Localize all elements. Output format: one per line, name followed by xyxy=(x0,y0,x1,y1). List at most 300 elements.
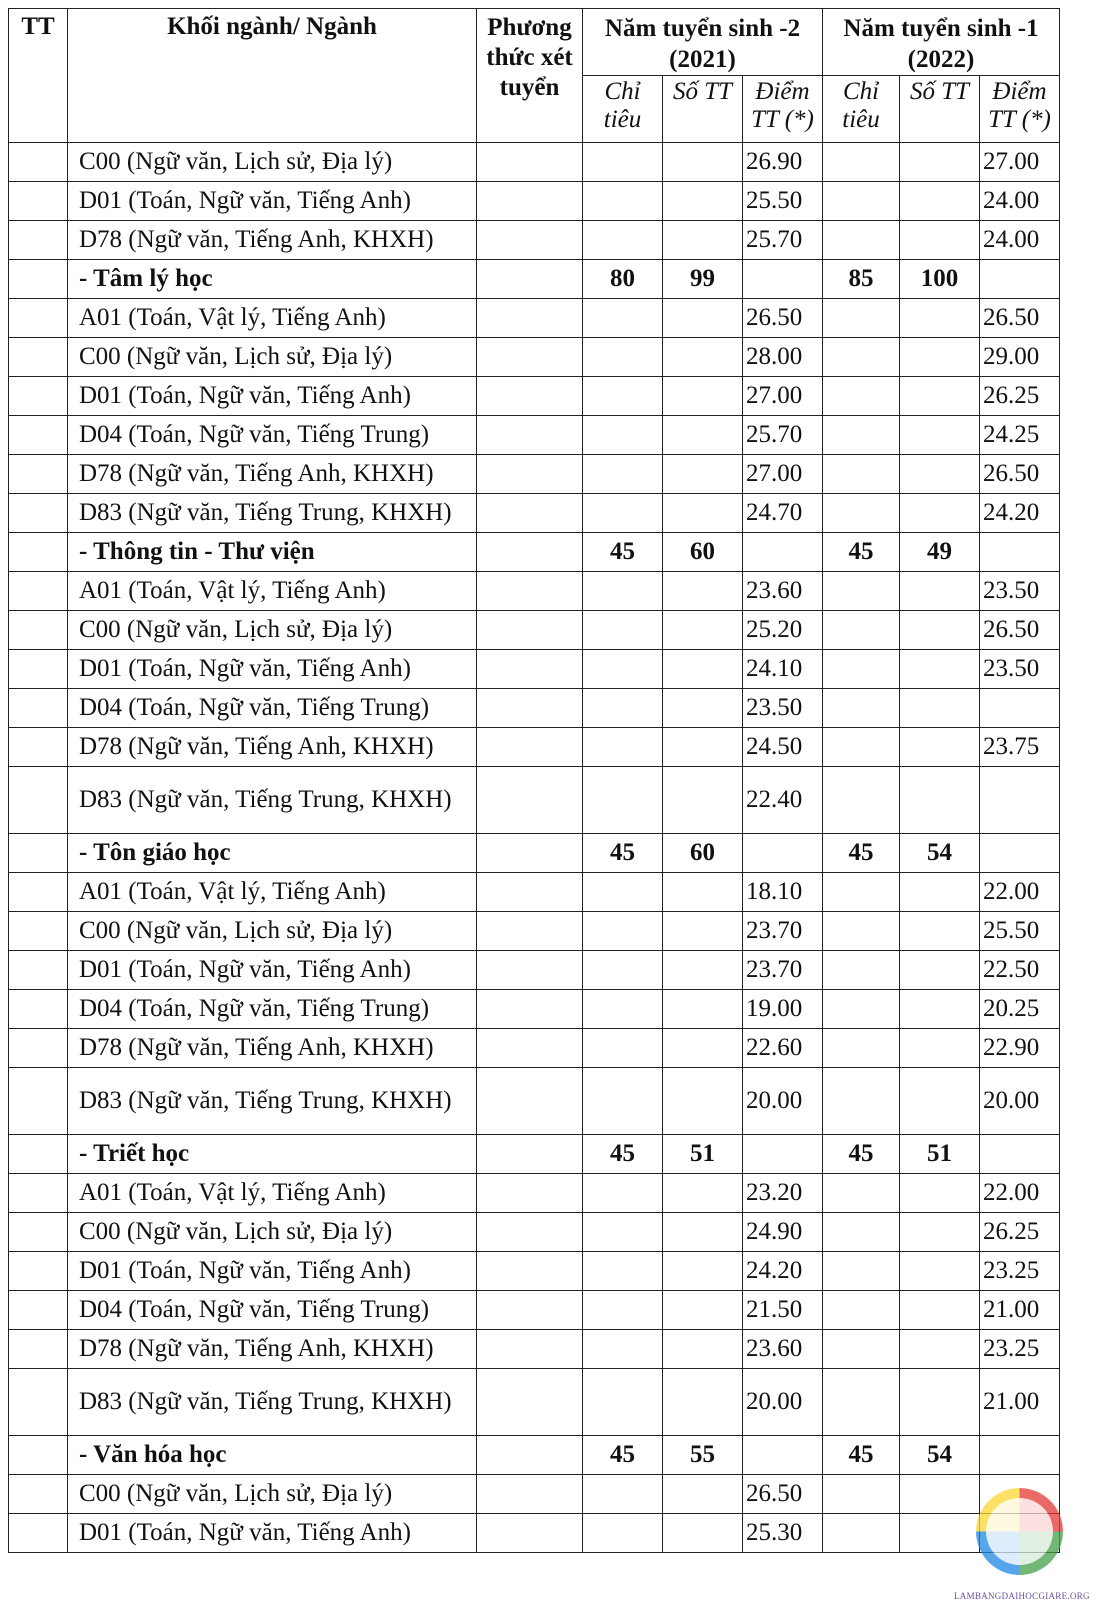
tt-cell xyxy=(9,1213,68,1252)
combo-label: D78 (Ngữ văn, Tiếng Anh, KHXH) xyxy=(68,455,477,494)
chi-tieu-2022 xyxy=(823,1029,900,1068)
method-cell xyxy=(477,377,583,416)
diem-tt-2022: 22.50 xyxy=(980,951,1060,990)
chi-tieu-2021 xyxy=(583,1068,663,1135)
chi-tieu-2021 xyxy=(583,299,663,338)
header-year-2021: Năm tuyển sinh -2 (2021) xyxy=(583,9,823,76)
diem-tt-2021: 27.00 xyxy=(743,455,823,494)
so-tt-2021 xyxy=(663,912,743,951)
tt-cell xyxy=(9,416,68,455)
chi-tieu-2021 xyxy=(583,143,663,182)
so-tt-2021 xyxy=(663,689,743,728)
diem-tt-2022: 23.25 xyxy=(980,1252,1060,1291)
combo-label: D83 (Ngữ văn, Tiếng Trung, KHXH) xyxy=(68,767,477,834)
chi-tieu-2021 xyxy=(583,494,663,533)
method-cell xyxy=(477,912,583,951)
so-tt-2022 xyxy=(900,1291,980,1330)
diem-tt-2021: 24.10 xyxy=(743,650,823,689)
tt-cell xyxy=(9,221,68,260)
chi-tieu-2021 xyxy=(583,1252,663,1291)
diem-tt-2021: 28.00 xyxy=(743,338,823,377)
so-tt-2022 xyxy=(900,1029,980,1068)
tt-cell xyxy=(9,767,68,834)
so-tt-2021 xyxy=(663,1213,743,1252)
so-tt-2022 xyxy=(900,951,980,990)
method-cell xyxy=(477,1514,583,1553)
combo-label: A01 (Toán, Vật lý, Tiếng Anh) xyxy=(68,1174,477,1213)
so-tt-2021 xyxy=(663,873,743,912)
tt-cell xyxy=(9,689,68,728)
so-tt-2021: 51 xyxy=(663,1135,743,1174)
major-name: - Tâm lý học xyxy=(68,260,477,299)
chi-tieu-2021 xyxy=(583,377,663,416)
combo-label: C00 (Ngữ văn, Lịch sử, Địa lý) xyxy=(68,338,477,377)
diem-tt-2021: 25.70 xyxy=(743,221,823,260)
so-tt-2022 xyxy=(900,990,980,1029)
combo-label: D01 (Toán, Ngữ văn, Tiếng Anh) xyxy=(68,377,477,416)
diem-tt-2022: 24.00 xyxy=(980,182,1060,221)
method-cell xyxy=(477,1291,583,1330)
chi-tieu-2022: 45 xyxy=(823,1436,900,1475)
so-tt-2022 xyxy=(900,338,980,377)
diem-tt-2022 xyxy=(980,689,1060,728)
chi-tieu-2022 xyxy=(823,1068,900,1135)
tt-cell xyxy=(9,1029,68,1068)
combo-label: C00 (Ngữ văn, Lịch sử, Địa lý) xyxy=(68,1213,477,1252)
tt-cell xyxy=(9,1475,68,1514)
table-row xyxy=(9,143,1060,182)
table-row xyxy=(9,1213,1060,1252)
chi-tieu-2021 xyxy=(583,182,663,221)
diem-tt-2021: 24.20 xyxy=(743,1252,823,1291)
combo-label: C00 (Ngữ văn, Lịch sử, Địa lý) xyxy=(68,1475,477,1514)
combo-label: D01 (Toán, Ngữ văn, Tiếng Anh) xyxy=(68,1252,477,1291)
diem-tt-2022 xyxy=(980,1135,1060,1174)
method-cell xyxy=(477,494,583,533)
major-row xyxy=(9,260,1060,299)
chi-tieu-2022 xyxy=(823,143,900,182)
so-tt-2021 xyxy=(663,1029,743,1068)
diem-tt-2022: 23.75 xyxy=(980,728,1060,767)
so-tt-2022 xyxy=(900,1174,980,1213)
tt-cell xyxy=(9,377,68,416)
diem-tt-2022: 22.00 xyxy=(980,873,1060,912)
chi-tieu-2021 xyxy=(583,572,663,611)
diem-tt-2022: 23.50 xyxy=(980,572,1060,611)
diem-tt-2022: 24.20 xyxy=(980,494,1060,533)
table-row xyxy=(9,494,1060,533)
so-tt-2022 xyxy=(900,1068,980,1135)
so-tt-2021 xyxy=(663,494,743,533)
tt-cell xyxy=(9,1369,68,1436)
diem-tt-2021: 23.70 xyxy=(743,912,823,951)
tt-cell xyxy=(9,1514,68,1553)
diem-tt-2022: 25.50 xyxy=(980,912,1060,951)
method-cell xyxy=(477,1252,583,1291)
major-name: - Thông tin - Thư viện xyxy=(68,533,477,572)
combo-label: D83 (Ngữ văn, Tiếng Trung, KHXH) xyxy=(68,1369,477,1436)
chi-tieu-2021 xyxy=(583,1213,663,1252)
tt-cell xyxy=(9,951,68,990)
so-tt-2021 xyxy=(663,1068,743,1135)
chi-tieu-2022 xyxy=(823,416,900,455)
method-cell xyxy=(477,299,583,338)
diem-tt-2022: 26.50 xyxy=(980,611,1060,650)
chi-tieu-2021 xyxy=(583,1029,663,1068)
chi-tieu-2021: 45 xyxy=(583,834,663,873)
tt-cell xyxy=(9,1436,68,1475)
method-cell xyxy=(477,182,583,221)
so-tt-2022 xyxy=(900,873,980,912)
diem-tt-2022: 21.00 xyxy=(980,1291,1060,1330)
table-row xyxy=(9,1068,1060,1135)
chi-tieu-2022: 45 xyxy=(823,1135,900,1174)
chi-tieu-2021 xyxy=(583,1330,663,1369)
chi-tieu-2021 xyxy=(583,1291,663,1330)
diem-tt-2022 xyxy=(980,260,1060,299)
tt-cell xyxy=(9,1135,68,1174)
table-row xyxy=(9,1029,1060,1068)
so-tt-2021 xyxy=(663,338,743,377)
tt-cell xyxy=(9,455,68,494)
so-tt-2021 xyxy=(663,377,743,416)
method-cell xyxy=(477,572,583,611)
diem-tt-2021: 23.20 xyxy=(743,1174,823,1213)
tt-cell xyxy=(9,182,68,221)
chi-tieu-2021 xyxy=(583,455,663,494)
so-tt-2022 xyxy=(900,1252,980,1291)
chi-tieu-2021 xyxy=(583,951,663,990)
so-tt-2022 xyxy=(900,1330,980,1369)
method-cell xyxy=(477,689,583,728)
diem-tt-2021: 25.70 xyxy=(743,416,823,455)
method-cell xyxy=(477,1369,583,1436)
so-tt-2021 xyxy=(663,1514,743,1553)
chi-tieu-2022 xyxy=(823,494,900,533)
so-tt-2021 xyxy=(663,990,743,1029)
so-tt-2022: 51 xyxy=(900,1135,980,1174)
diem-tt-2022: 21.00 xyxy=(980,1369,1060,1436)
chi-tieu-2022 xyxy=(823,767,900,834)
method-cell xyxy=(477,1029,583,1068)
table-row xyxy=(9,377,1060,416)
major-row xyxy=(9,1436,1060,1475)
method-cell xyxy=(477,1436,583,1475)
major-row xyxy=(9,834,1060,873)
chi-tieu-2022: 45 xyxy=(823,533,900,572)
major-name: - Triết học xyxy=(68,1135,477,1174)
combo-label: D83 (Ngữ văn, Tiếng Trung, KHXH) xyxy=(68,1068,477,1135)
diem-tt-2022 xyxy=(980,834,1060,873)
diem-tt-2022: 26.50 xyxy=(980,455,1060,494)
diem-tt-2022: 29.00 xyxy=(980,338,1060,377)
chi-tieu-2022 xyxy=(823,650,900,689)
tt-cell xyxy=(9,260,68,299)
major-name: - Văn hóa học xyxy=(68,1436,477,1475)
so-tt-2022 xyxy=(900,455,980,494)
table-row xyxy=(9,1291,1060,1330)
diem-tt-2022 xyxy=(980,767,1060,834)
combo-label: A01 (Toán, Vật lý, Tiếng Anh) xyxy=(68,873,477,912)
diem-tt-2021: 24.90 xyxy=(743,1213,823,1252)
method-cell xyxy=(477,1213,583,1252)
table-row xyxy=(9,1252,1060,1291)
so-tt-2022: 100 xyxy=(900,260,980,299)
so-tt-2021 xyxy=(663,416,743,455)
header-tt: TT xyxy=(9,9,68,143)
so-tt-2021: 60 xyxy=(663,533,743,572)
method-cell xyxy=(477,1330,583,1369)
method-cell xyxy=(477,834,583,873)
diem-tt-2021: 18.10 xyxy=(743,873,823,912)
table-row xyxy=(9,338,1060,377)
so-tt-2022 xyxy=(900,689,980,728)
header-so-tt-2021: Số TT xyxy=(663,76,743,143)
combo-label: D04 (Toán, Ngữ văn, Tiếng Trung) xyxy=(68,990,477,1029)
table-row xyxy=(9,221,1060,260)
so-tt-2021 xyxy=(663,572,743,611)
major-row xyxy=(9,533,1060,572)
method-cell xyxy=(477,611,583,650)
so-tt-2022 xyxy=(900,650,980,689)
chi-tieu-2022 xyxy=(823,1514,900,1553)
method-cell xyxy=(477,221,583,260)
chi-tieu-2022 xyxy=(823,182,900,221)
chi-tieu-2021 xyxy=(583,1369,663,1436)
so-tt-2021: 55 xyxy=(663,1436,743,1475)
chi-tieu-2021: 45 xyxy=(583,533,663,572)
tt-cell xyxy=(9,650,68,689)
chi-tieu-2022 xyxy=(823,873,900,912)
chi-tieu-2022 xyxy=(823,912,900,951)
chi-tieu-2021 xyxy=(583,650,663,689)
diem-tt-2021: 23.50 xyxy=(743,689,823,728)
table-row xyxy=(9,1330,1060,1369)
diem-tt-2021: 27.00 xyxy=(743,377,823,416)
chi-tieu-2022 xyxy=(823,728,900,767)
combo-label: C00 (Ngữ văn, Lịch sử, Địa lý) xyxy=(68,143,477,182)
chi-tieu-2021 xyxy=(583,221,663,260)
diem-tt-2021: 25.20 xyxy=(743,611,823,650)
so-tt-2022 xyxy=(900,299,980,338)
table-row xyxy=(9,873,1060,912)
table-row xyxy=(9,1475,1060,1514)
diem-tt-2021: 23.60 xyxy=(743,1330,823,1369)
chi-tieu-2022 xyxy=(823,1174,900,1213)
diem-tt-2022 xyxy=(980,1436,1060,1475)
tt-cell xyxy=(9,611,68,650)
chi-tieu-2021 xyxy=(583,1475,663,1514)
chi-tieu-2021: 45 xyxy=(583,1135,663,1174)
tt-cell xyxy=(9,338,68,377)
so-tt-2022: 49 xyxy=(900,533,980,572)
tt-cell xyxy=(9,1291,68,1330)
method-cell xyxy=(477,650,583,689)
combo-label: D78 (Ngữ văn, Tiếng Anh, KHXH) xyxy=(68,221,477,260)
so-tt-2021 xyxy=(663,611,743,650)
method-cell xyxy=(477,1068,583,1135)
so-tt-2021 xyxy=(663,299,743,338)
tt-cell xyxy=(9,912,68,951)
method-cell xyxy=(477,990,583,1029)
so-tt-2022 xyxy=(900,182,980,221)
so-tt-2021 xyxy=(663,1291,743,1330)
combo-label: D01 (Toán, Ngữ văn, Tiếng Anh) xyxy=(68,1514,477,1553)
chi-tieu-2022: 45 xyxy=(823,834,900,873)
combo-label: D78 (Ngữ văn, Tiếng Anh, KHXH) xyxy=(68,1330,477,1369)
table-row xyxy=(9,572,1060,611)
combo-label: D01 (Toán, Ngữ văn, Tiếng Anh) xyxy=(68,182,477,221)
method-cell xyxy=(477,767,583,834)
so-tt-2022 xyxy=(900,416,980,455)
diem-tt-2022: 23.25 xyxy=(980,1330,1060,1369)
method-cell xyxy=(477,873,583,912)
combo-label: C00 (Ngữ văn, Lịch sử, Địa lý) xyxy=(68,611,477,650)
so-tt-2022 xyxy=(900,611,980,650)
so-tt-2022 xyxy=(900,1213,980,1252)
diem-tt-2022 xyxy=(980,533,1060,572)
table-row xyxy=(9,912,1060,951)
watermark-text: LAMBANGDAIHOCGIARE.ORG xyxy=(954,1591,1090,1601)
chi-tieu-2022 xyxy=(823,377,900,416)
diem-tt-2022: 26.50 xyxy=(980,299,1060,338)
so-tt-2022: 54 xyxy=(900,834,980,873)
combo-label: D78 (Ngữ văn, Tiếng Anh, KHXH) xyxy=(68,1029,477,1068)
so-tt-2021 xyxy=(663,951,743,990)
so-tt-2021 xyxy=(663,1174,743,1213)
so-tt-2022 xyxy=(900,377,980,416)
method-cell xyxy=(477,338,583,377)
tt-cell xyxy=(9,873,68,912)
combo-label: C00 (Ngữ văn, Lịch sử, Địa lý) xyxy=(68,912,477,951)
chi-tieu-2022 xyxy=(823,338,900,377)
table-row xyxy=(9,1514,1060,1553)
method-cell xyxy=(477,260,583,299)
diem-tt-2021: 21.50 xyxy=(743,1291,823,1330)
header-chi-tieu-2022: Chỉ tiêu xyxy=(823,76,900,143)
diem-tt-2021: 22.40 xyxy=(743,767,823,834)
so-tt-2022 xyxy=(900,1475,980,1514)
chi-tieu-2021 xyxy=(583,1514,663,1553)
so-tt-2021 xyxy=(663,1252,743,1291)
diem-tt-2022: 23.50 xyxy=(980,650,1060,689)
table-row xyxy=(9,611,1060,650)
chi-tieu-2021 xyxy=(583,338,663,377)
combo-label: D01 (Toán, Ngữ văn, Tiếng Anh) xyxy=(68,650,477,689)
diem-tt-2021 xyxy=(743,834,823,873)
diem-tt-2021 xyxy=(743,260,823,299)
diem-tt-2022: 22.90 xyxy=(980,1029,1060,1068)
table-row xyxy=(9,990,1060,1029)
tt-cell xyxy=(9,299,68,338)
so-tt-2021: 60 xyxy=(663,834,743,873)
so-tt-2021 xyxy=(663,1369,743,1436)
diem-tt-2022: 22.00 xyxy=(980,1174,1060,1213)
so-tt-2022 xyxy=(900,572,980,611)
chi-tieu-2022 xyxy=(823,1369,900,1436)
so-tt-2022 xyxy=(900,221,980,260)
combo-label: D04 (Toán, Ngữ văn, Tiếng Trung) xyxy=(68,1291,477,1330)
watermark-logo xyxy=(976,1488,1063,1575)
chi-tieu-2021: 80 xyxy=(583,260,663,299)
diem-tt-2021: 20.00 xyxy=(743,1369,823,1436)
table-row xyxy=(9,650,1060,689)
diem-tt-2022: 26.25 xyxy=(980,1213,1060,1252)
method-cell xyxy=(477,533,583,572)
chi-tieu-2022 xyxy=(823,1213,900,1252)
header-diem-tt-2021: Điểm TT (*) xyxy=(743,76,823,143)
method-cell xyxy=(477,455,583,494)
chi-tieu-2021 xyxy=(583,990,663,1029)
combo-label: D78 (Ngữ văn, Tiếng Anh, KHXH) xyxy=(68,728,477,767)
so-tt-2021: 99 xyxy=(663,260,743,299)
table-row xyxy=(9,728,1060,767)
chi-tieu-2022 xyxy=(823,1475,900,1514)
diem-tt-2021: 23.60 xyxy=(743,572,823,611)
method-cell xyxy=(477,1135,583,1174)
combo-label: A01 (Toán, Vật lý, Tiếng Anh) xyxy=(68,572,477,611)
diem-tt-2021: 22.60 xyxy=(743,1029,823,1068)
table-row xyxy=(9,299,1060,338)
chi-tieu-2021 xyxy=(583,689,663,728)
combo-label: D04 (Toán, Ngữ văn, Tiếng Trung) xyxy=(68,689,477,728)
diem-tt-2021: 26.90 xyxy=(743,143,823,182)
method-cell xyxy=(477,951,583,990)
so-tt-2022 xyxy=(900,767,980,834)
chi-tieu-2021 xyxy=(583,912,663,951)
chi-tieu-2022 xyxy=(823,1291,900,1330)
diem-tt-2022: 20.25 xyxy=(980,990,1060,1029)
tt-cell xyxy=(9,728,68,767)
chi-tieu-2021 xyxy=(583,416,663,455)
so-tt-2021 xyxy=(663,143,743,182)
table-row xyxy=(9,767,1060,834)
tt-cell xyxy=(9,494,68,533)
diem-tt-2022: 27.00 xyxy=(980,143,1060,182)
chi-tieu-2022 xyxy=(823,689,900,728)
so-tt-2021 xyxy=(663,455,743,494)
header-so-tt-2022: Số TT xyxy=(900,76,980,143)
chi-tieu-2022 xyxy=(823,572,900,611)
table-row xyxy=(9,1174,1060,1213)
chi-tieu-2022 xyxy=(823,990,900,1029)
method-cell xyxy=(477,416,583,455)
so-tt-2022: 54 xyxy=(900,1436,980,1475)
chi-tieu-2022 xyxy=(823,1252,900,1291)
so-tt-2022 xyxy=(900,912,980,951)
diem-tt-2021: 20.00 xyxy=(743,1068,823,1135)
major-row xyxy=(9,1135,1060,1174)
so-tt-2021 xyxy=(663,728,743,767)
so-tt-2022 xyxy=(900,494,980,533)
chi-tieu-2021: 45 xyxy=(583,1436,663,1475)
diem-tt-2021: 23.70 xyxy=(743,951,823,990)
chi-tieu-2022: 85 xyxy=(823,260,900,299)
header-chi-tieu-2021: Chỉ tiêu xyxy=(583,76,663,143)
diem-tt-2021: 24.50 xyxy=(743,728,823,767)
diem-tt-2021 xyxy=(743,1135,823,1174)
tt-cell xyxy=(9,990,68,1029)
header-year-2022: Năm tuyển sinh -1 (2022) xyxy=(823,9,1060,76)
chi-tieu-2022 xyxy=(823,951,900,990)
header-khoi-nganh: Khối ngành/ Ngành xyxy=(68,9,477,143)
so-tt-2022 xyxy=(900,1514,980,1553)
chi-tieu-2022 xyxy=(823,611,900,650)
table-row xyxy=(9,689,1060,728)
combo-label: D01 (Toán, Ngữ văn, Tiếng Anh) xyxy=(68,951,477,990)
tt-cell xyxy=(9,572,68,611)
method-cell xyxy=(477,1174,583,1213)
